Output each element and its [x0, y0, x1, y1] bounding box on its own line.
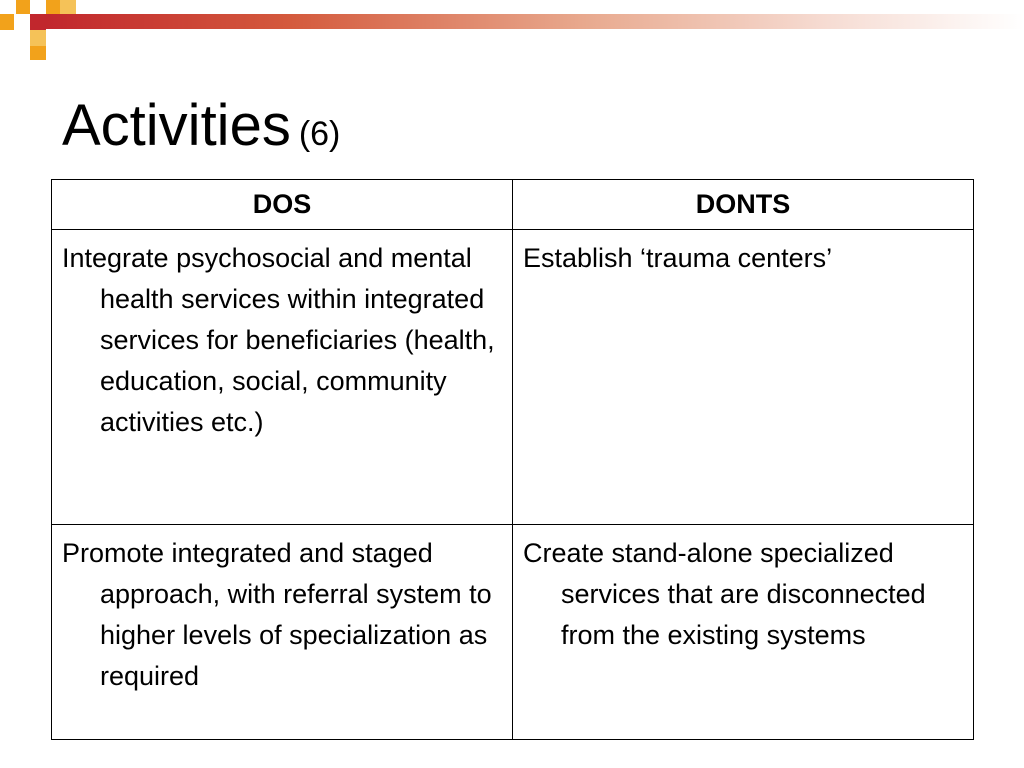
dos-donts-table [51, 179, 974, 740]
header-donts: DONTS [513, 180, 974, 230]
title-sub: (6) [298, 115, 341, 153]
table-header-row [52, 180, 974, 230]
cell-dos [52, 525, 513, 740]
table-row [52, 525, 974, 740]
decor-square [60, 0, 76, 14]
donts-item: Create stand-alone specialized services that are disconnected from the existing systems [523, 538, 926, 650]
header-dos: DOS [52, 180, 513, 230]
decor-square [30, 30, 46, 46]
cell-donts [513, 230, 974, 525]
decor-square [46, 0, 60, 14]
slide-title [62, 92, 340, 159]
table-row [52, 230, 974, 525]
header-gradient-bar [46, 14, 1024, 29]
dos-item: Integrate psychosocial and mental health services within integrated services for beneficiaries (health, education, social, community activities etc.) [62, 243, 495, 437]
decor-square [30, 46, 46, 60]
cell-donts [513, 525, 974, 740]
decor-square [30, 14, 46, 30]
decor-square [16, 0, 30, 14]
decor-square [0, 14, 14, 30]
donts-item: Establish ‘trauma centers’ [523, 243, 833, 273]
cell-dos [52, 230, 513, 525]
dos-item: Promote integrated and staged approach, with referral system to higher levels of specialization as required [62, 538, 492, 691]
title-main: Activities [62, 93, 291, 158]
